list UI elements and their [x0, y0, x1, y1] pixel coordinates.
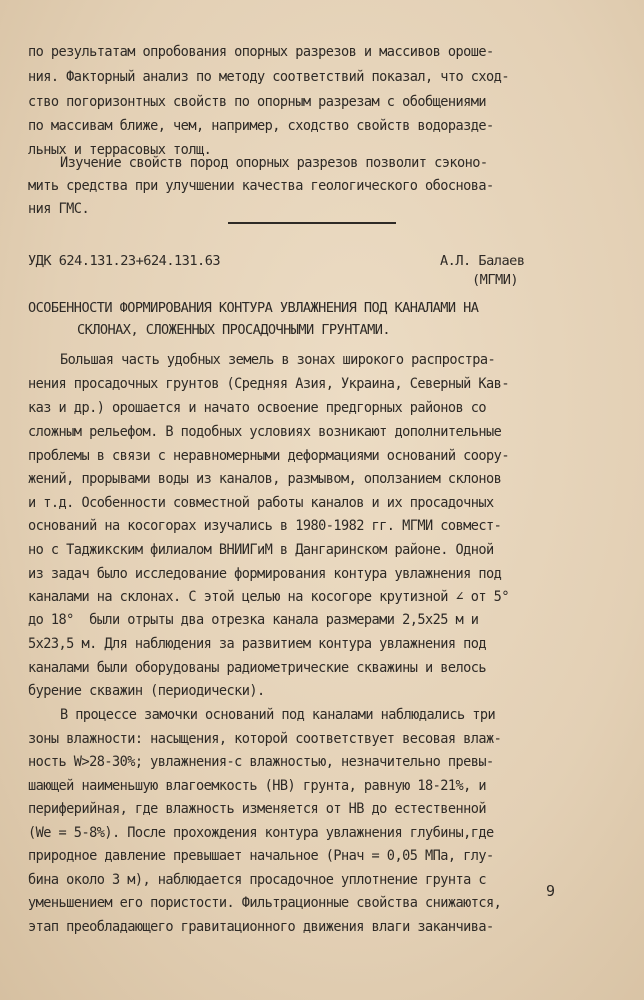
intro-line: ния ГМС.	[28, 200, 90, 218]
page-number: 9	[546, 882, 556, 900]
body-line: бурение скважин (периодически).	[28, 682, 265, 700]
body-line: шающей наименьшую влагоемкость (НВ) грунта, равную 18-21%, и	[28, 777, 487, 795]
body-line: 5х23,5 м. Для наблюдения за развитием контура увлажнения под	[28, 635, 487, 653]
intro-line: льных и террасовых толщ.	[28, 141, 212, 159]
body-line: из задач было исследование формирования контура увлажнения под	[28, 565, 502, 583]
intro-line: мить средства при улучшении качества геологического обоснова-	[28, 177, 494, 195]
intro-line: Изучение свойств пород опорных разрезов позволит сэконо-	[60, 154, 488, 172]
body-line: каз и др.) орошается и начато освоение предгорных районов со	[28, 399, 487, 417]
intro-line: по результатам опробования опорных разрезов и массивов ороше-	[28, 43, 494, 61]
body-line: ность W>28-30%; увлажнения-с влажностью, незначительно превы-	[28, 753, 494, 771]
body-line: (Wе = 5-8%). После прохождения контура увлажнения глубины,где	[28, 824, 494, 842]
body-line: природное давление превышает начальное (Pнач = 0,05 МПа, глу-	[28, 847, 494, 865]
intro-line: ство погоризонтных свойств по опорным разрезам с обобщениями	[28, 93, 487, 111]
body-line: до 18° были отрыты два отрезка канала размерами 2,5х25 м и	[28, 611, 479, 629]
body-line: проблемы в связи с неравномерными деформациями оснований соору-	[28, 447, 509, 465]
section-separator	[228, 222, 396, 224]
body-line: В процессе замочки оснований под каналами наблюдались три	[60, 706, 496, 724]
body-line: каналами на склонах. С этой целью на косогоре крутизной ∠ от 5°	[28, 588, 509, 606]
author-affiliation: (МГМИ)	[472, 272, 519, 288]
body-line: периферийная, где влажность изменяется от НВ до естественной	[28, 800, 487, 818]
body-line: бина около 3 м), наблюдается просадочное уплотнение грунта с	[28, 871, 487, 889]
body-line: Большая часть удобных земель в зонах широкого распростра-	[60, 351, 496, 369]
body-line: уменьшением его пористости. Фильтрационные свойства снижаются,	[28, 894, 502, 912]
intro-line: по массивам ближе, чем, например, сходство свойств водоразде-	[28, 117, 494, 135]
body-line: этап преобладающего гравитационного движения влаги заканчива-	[28, 918, 494, 936]
body-line: и т.д. Особенности совместной работы каналов и их просадочных	[28, 494, 494, 512]
body-line: нения просадочных грунтов (Средняя Азия, Украина, Северный Кав-	[28, 375, 509, 393]
article-title: ОСОБЕННОСТИ ФОРМИРОВАНИЯ КОНТУРА УВЛАЖНЕНИЯ ПОД КАНАЛАМИ НА	[28, 300, 479, 316]
author-name: А.Л. Балаев	[440, 253, 525, 269]
body-line: но с Таджикским филиалом ВНИИГиМ в Дангаринском районе. Одной	[28, 541, 494, 559]
body-line: оснований на косогорах изучались в 1980-1982 гг. МГМИ совмест-	[28, 517, 502, 535]
body-line: жений, прорывами воды из каналов, размывом, оползанием склонов	[28, 470, 502, 488]
article-title: СКЛОНАХ, СЛОЖЕННЫХ ПРОСАДОЧНЫМИ ГРУНТАМИ.	[77, 322, 390, 338]
body-line: каналами были оборудованы радиометрические скважины и велось	[28, 659, 487, 677]
udk-code: УДК 624.131.23+624.131.63	[28, 253, 221, 269]
intro-line: ния. Факторный анализ по методу соответствий показал, что сход-	[28, 68, 509, 86]
body-line: зоны влажности: насыщения, которой соответствует весовая влаж-	[28, 730, 502, 748]
body-line: сложным рельефом. В подобных условиях возникают дополнительные	[28, 423, 502, 441]
